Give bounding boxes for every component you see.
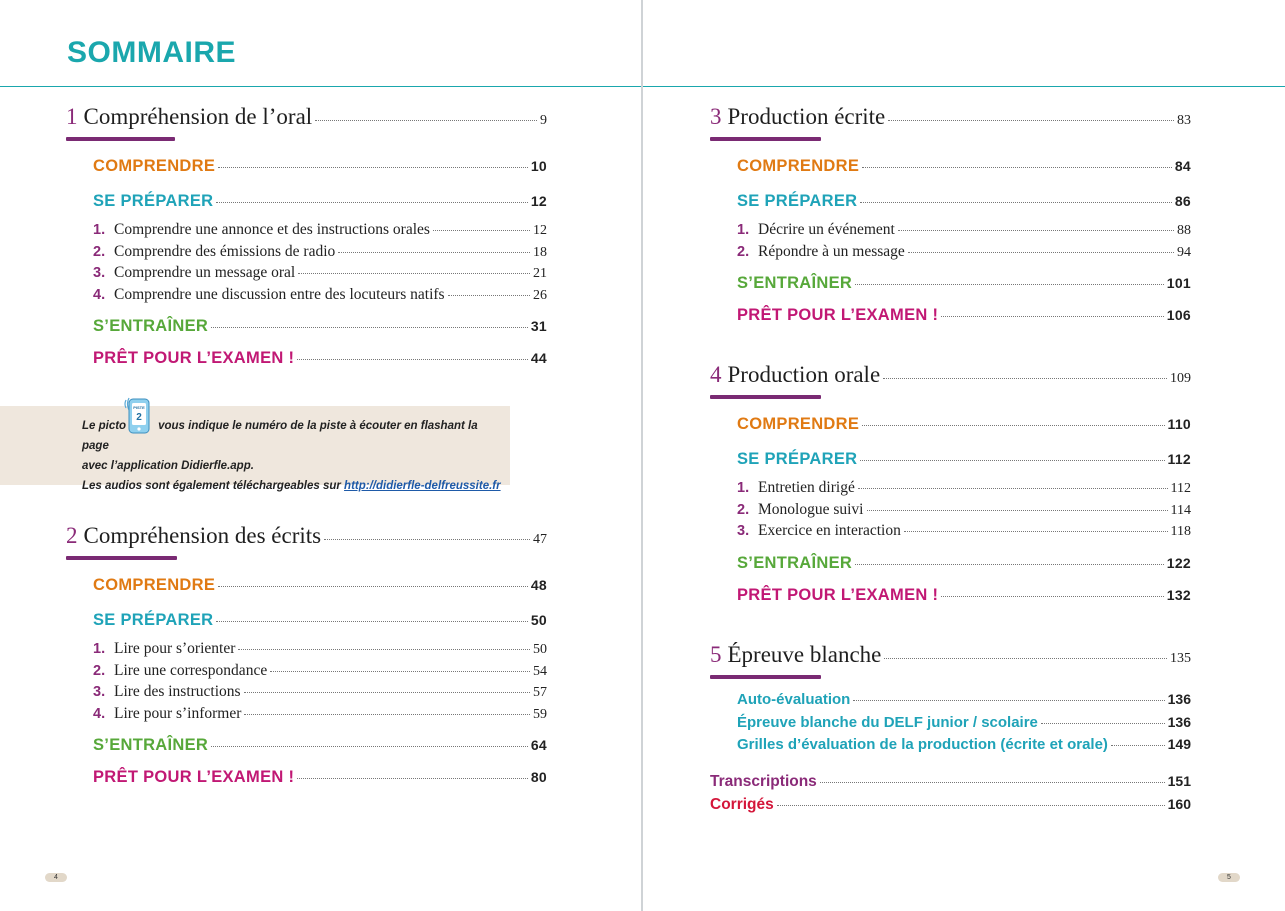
toc-se-preparer[interactable]: [737, 192, 1191, 211]
chapter-number: 1: [66, 104, 78, 129]
annex-label: Transcriptions: [710, 773, 817, 790]
toc-comprendre[interactable]: [737, 415, 1191, 434]
toc-se-preparer[interactable]: [93, 192, 547, 211]
chapter-underline: [66, 137, 175, 141]
item-number: 1.: [737, 222, 750, 238]
section-label: PRÊT POUR L’EXAMEN !: [737, 586, 939, 604]
dot-leader: [860, 460, 1164, 461]
item-label: Comprendre une discussion entre des locuteurs natifs: [114, 286, 445, 303]
dot-leader: [860, 202, 1171, 203]
toc-corriges[interactable]: [710, 796, 1191, 814]
dot-leader: [862, 425, 1164, 426]
folio-right: 5: [1218, 873, 1240, 882]
item-number: 1.: [93, 222, 106, 238]
dot-leader: [888, 120, 1174, 121]
toc-se-preparer[interactable]: [93, 611, 547, 630]
toc-comprendre[interactable]: [93, 576, 547, 595]
toc-pret-pour-examen[interactable]: [737, 306, 1191, 325]
note-text: avec l’application Didierfle.app.: [82, 460, 254, 472]
dot-leader: [448, 295, 530, 296]
item-number: 2.: [93, 244, 106, 260]
section-label: SE PRÉPARER: [737, 450, 858, 468]
dot-leader: [853, 700, 1164, 701]
page-number: 132: [1166, 587, 1191, 603]
toc-item[interactable]: [737, 243, 1191, 261]
page-number: 122: [1166, 555, 1191, 571]
item-label: Répondre à un message: [758, 243, 905, 260]
page-number: 160: [1167, 796, 1191, 812]
toc-comprendre[interactable]: [737, 157, 1191, 176]
page-number: 109: [1170, 371, 1191, 386]
note-text: Les audios sont également téléchargeables sur: [82, 480, 341, 492]
dot-leader: [908, 252, 1174, 253]
chapter-underline: [710, 137, 821, 141]
item-label: Décrire un événement: [758, 221, 895, 238]
page-number: 112: [1170, 481, 1191, 496]
chapter-title: Production orale: [727, 362, 881, 387]
page-number: 10: [530, 158, 547, 174]
section-label: S’ENTRAÎNER: [93, 736, 209, 754]
toc-sentrainer[interactable]: [737, 554, 1191, 573]
section-label: COMPRENDRE: [93, 157, 216, 175]
toc-se-preparer[interactable]: [737, 450, 1191, 469]
picto-number: 2: [136, 412, 142, 423]
toc-sentrainer[interactable]: [737, 274, 1191, 293]
chapter-title: Épreuve blanche: [727, 642, 882, 667]
item-number: 3.: [737, 523, 750, 539]
toc-pret-pour-examen[interactable]: [93, 768, 547, 787]
page-number: 86: [1174, 193, 1191, 209]
dot-leader: [211, 746, 528, 747]
section-label: PRÊT POUR L’EXAMEN !: [737, 306, 939, 324]
page-number: 44: [530, 350, 547, 366]
toc-item[interactable]: [737, 479, 1191, 497]
section-label: COMPRENDRE: [93, 576, 216, 594]
page-number: 151: [1167, 773, 1191, 789]
section-label: COMPRENDRE: [737, 415, 860, 433]
item-label: Lire des instructions: [114, 683, 241, 700]
page-number: 136: [1167, 691, 1191, 707]
toc-transcriptions[interactable]: [710, 773, 1191, 791]
dot-leader: [1041, 723, 1165, 724]
page-number: 112: [1167, 451, 1191, 467]
dot-leader: [855, 564, 1164, 565]
subentry-label: Auto-évaluation: [737, 691, 851, 708]
dot-leader: [338, 252, 530, 253]
page-number: 83: [1177, 113, 1191, 128]
dot-leader: [898, 230, 1174, 231]
page-number: 88: [1177, 223, 1191, 238]
page-number: 135: [1170, 651, 1191, 666]
note-text: Le picto: [82, 420, 127, 432]
item-number: 4.: [93, 706, 106, 722]
page-number: 12: [533, 223, 547, 238]
toc-chapter-5[interactable]: [710, 642, 1191, 668]
dot-leader: [297, 359, 528, 360]
section-label: SE PRÉPARER: [737, 192, 858, 210]
dot-leader: [1111, 745, 1165, 746]
item-number: 3.: [93, 684, 106, 700]
toc-item[interactable]: [93, 640, 547, 658]
header-rule-left: [0, 86, 641, 87]
page-number: 26: [533, 288, 547, 303]
section-label: S’ENTRAÎNER: [737, 554, 853, 572]
toc-comprendre[interactable]: [93, 157, 547, 176]
page-number: 114: [1170, 503, 1191, 518]
dot-leader: [777, 805, 1165, 806]
toc-pret-pour-examen[interactable]: [93, 349, 547, 368]
page-number: 80: [530, 769, 547, 785]
page-number: 84: [1174, 158, 1191, 174]
page-number: 21: [533, 266, 547, 281]
toc-item[interactable]: [93, 221, 547, 239]
item-number: 2.: [737, 244, 750, 260]
chapter-title: Compréhension de l’oral: [83, 104, 313, 129]
page-number: 59: [533, 707, 547, 722]
page-number: 54: [533, 664, 547, 679]
section-label: S’ENTRAÎNER: [93, 317, 209, 335]
item-number: 3.: [93, 265, 106, 281]
dot-leader: [315, 120, 537, 121]
chapter-title: Production écrite: [727, 104, 886, 129]
page-number: 101: [1166, 275, 1191, 291]
page-number: 57: [533, 685, 547, 700]
dot-leader: [216, 202, 527, 203]
section-label: S’ENTRAÎNER: [737, 274, 853, 292]
dot-leader: [941, 596, 1163, 597]
page-number: 48: [530, 577, 547, 593]
page-number: 9: [540, 113, 547, 128]
section-label: PRÊT POUR L’EXAMEN !: [93, 349, 295, 367]
toc-item[interactable]: [93, 286, 547, 304]
dot-leader: [867, 510, 1168, 511]
phone-track-icon: [124, 396, 150, 434]
dot-leader: [855, 284, 1164, 285]
toc-subentry[interactable]: [737, 714, 1191, 731]
chapter-number: 2: [66, 523, 78, 548]
toc-pret-pour-examen[interactable]: [737, 586, 1191, 605]
page-number: 31: [530, 318, 547, 334]
chapter-underline: [710, 395, 821, 399]
toc-item[interactable]: [93, 264, 547, 282]
item-label: Monologue suivi: [758, 501, 864, 518]
item-label: Lire pour s’orienter: [114, 640, 236, 657]
toc-item[interactable]: [93, 243, 547, 261]
toc-chapter-4[interactable]: [710, 362, 1191, 388]
page-title: SOMMAIRE: [67, 36, 236, 69]
item-label: Comprendre une annonce et des instructions orales: [114, 221, 430, 238]
dot-leader: [238, 649, 530, 650]
item-number: 1.: [737, 480, 750, 496]
page-number: 149: [1167, 736, 1191, 752]
dot-leader: [218, 167, 528, 168]
toc-item[interactable]: [737, 221, 1191, 239]
chapter-underline: [710, 675, 821, 679]
dot-leader: [883, 378, 1167, 379]
page-number: 94: [1177, 245, 1191, 260]
item-label: Entretien dirigé: [758, 479, 855, 496]
dot-leader: [216, 621, 527, 622]
dot-leader: [884, 658, 1167, 659]
page-number: 136: [1167, 714, 1191, 730]
item-label: Exercice en interaction: [758, 522, 901, 539]
item-label: Comprendre un message oral: [114, 264, 296, 281]
toc-chapter-2[interactable]: [66, 523, 547, 549]
section-label: SE PRÉPARER: [93, 192, 214, 210]
section-label: PRÊT POUR L’EXAMEN !: [93, 768, 295, 786]
item-number: 2.: [93, 663, 106, 679]
toc-item[interactable]: [93, 705, 547, 723]
chapter-title: Compréhension des écrits: [83, 523, 322, 548]
annex-label: Corrigés: [710, 796, 774, 813]
page-number: 64: [530, 737, 547, 753]
chapter-underline: [66, 556, 177, 560]
dot-leader: [904, 531, 1168, 532]
note-text: vous indique le numéro de la piste à écouter en flashant la page: [82, 420, 478, 452]
toc-item[interactable]: [737, 522, 1191, 540]
folio-left: 4: [45, 873, 67, 882]
dot-leader: [297, 778, 528, 779]
dot-leader: [244, 714, 530, 715]
chapter-number: 3: [710, 104, 722, 129]
item-label: Lire pour s’informer: [114, 705, 242, 722]
toc-subentry[interactable]: [737, 736, 1191, 753]
toc-sentrainer[interactable]: [93, 317, 547, 336]
dot-leader: [324, 539, 530, 540]
dot-leader: [218, 586, 528, 587]
page-gutter: [641, 0, 643, 911]
dot-leader: [270, 671, 530, 672]
toc-item[interactable]: [93, 662, 547, 680]
item-label: Lire une correspondance: [114, 662, 268, 679]
item-label: Comprendre des émissions de radio: [114, 243, 336, 260]
page-number: 118: [1170, 524, 1191, 539]
page-number: 50: [533, 642, 547, 657]
chapter-number: 4: [710, 362, 722, 387]
item-number: 1.: [93, 641, 106, 657]
header-rule-right: [643, 86, 1285, 87]
toc-sentrainer[interactable]: [93, 736, 547, 755]
dot-leader: [433, 230, 530, 231]
page-number: 12: [530, 193, 547, 209]
toc-chapter-3[interactable]: [710, 104, 1191, 130]
toc-item[interactable]: [737, 501, 1191, 519]
toc-item[interactable]: [93, 683, 547, 701]
audio-download-link[interactable]: http://didierfle-delfreussite.fr: [344, 480, 501, 492]
item-number: 2.: [737, 502, 750, 518]
dot-leader: [211, 327, 528, 328]
subentry-label: Épreuve blanche du DELF junior / scolaire: [737, 714, 1038, 731]
page-number: 106: [1166, 307, 1191, 323]
section-label: SE PRÉPARER: [93, 611, 214, 629]
dot-leader: [941, 316, 1163, 317]
toc-subentry[interactable]: [737, 691, 1191, 708]
section-label: COMPRENDRE: [737, 157, 860, 175]
dot-leader: [244, 692, 530, 693]
dot-leader: [298, 273, 530, 274]
subentry-label: Grilles d’évaluation de la production (écrite et orale): [737, 736, 1108, 753]
chapter-number: 5: [710, 642, 722, 667]
toc-chapter-1[interactable]: [66, 104, 547, 130]
page-number: 110: [1167, 416, 1191, 432]
page-number: 47: [533, 532, 547, 547]
dot-leader: [862, 167, 1172, 168]
item-number: 4.: [93, 287, 106, 303]
picto-label: PISTE: [133, 405, 145, 410]
dot-leader: [820, 782, 1165, 783]
page-number: 18: [533, 245, 547, 260]
dot-leader: [858, 488, 1168, 489]
page-number: 50: [530, 612, 547, 628]
